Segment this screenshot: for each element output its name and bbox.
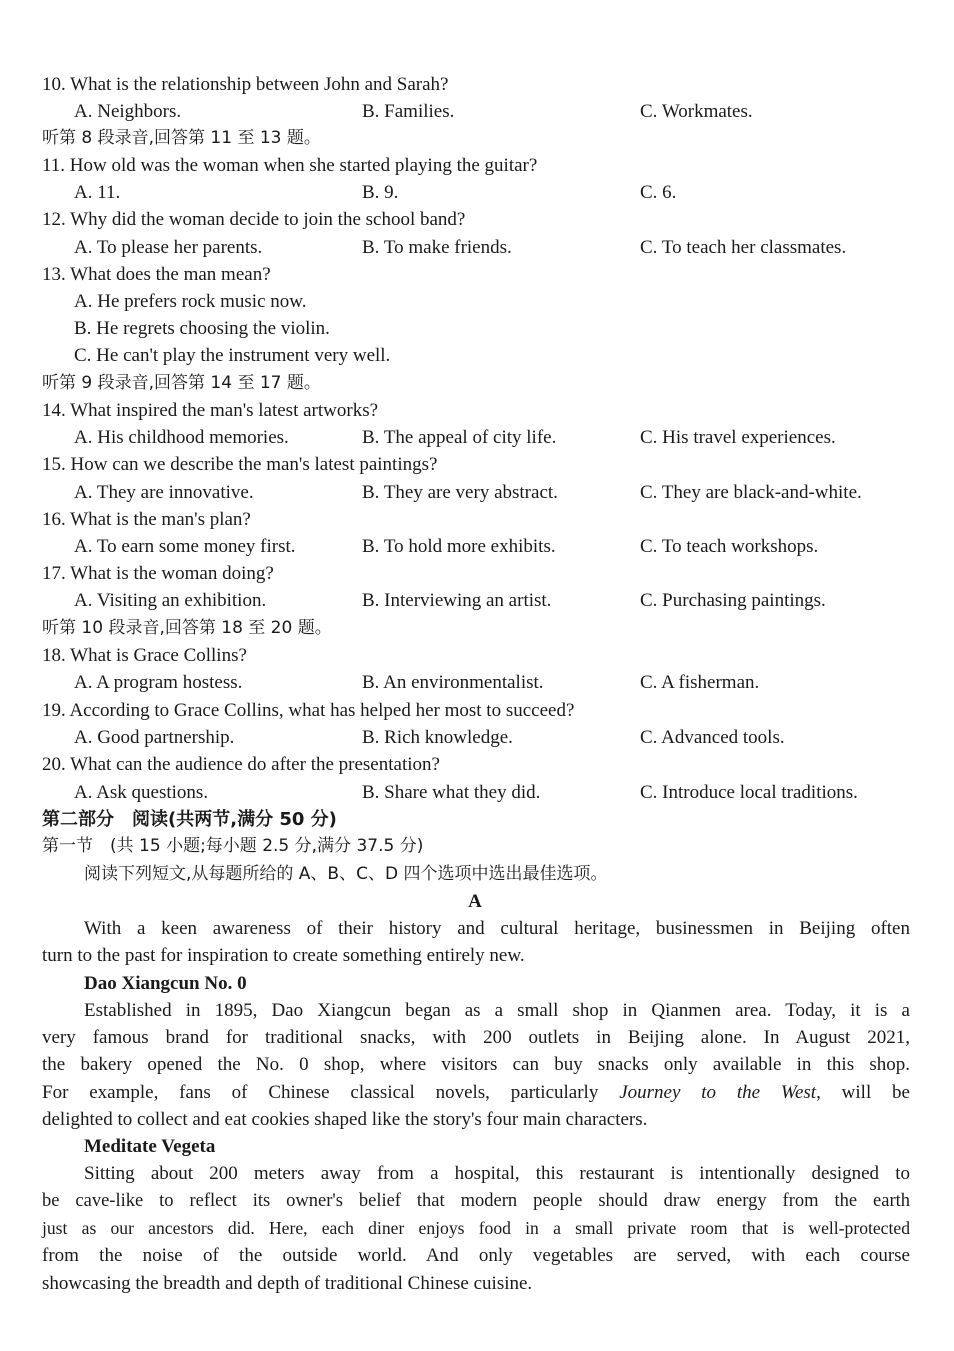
option-a: A. His childhood memories.	[74, 427, 289, 448]
option-a: A. Neighbors.	[74, 101, 182, 122]
question-13-stem: 13. What does the man mean?	[42, 264, 271, 285]
question-17-stem: 17. What is the woman doing?	[42, 563, 274, 584]
book-title: Journey to the West	[619, 1082, 817, 1103]
paragraph-line: Established in 1895, Dao Xiangcun began as a small shop in Qianmen area. Today, it is a	[84, 1000, 910, 1021]
intro-line: turn to the past for inspiration to create something entirely new.	[42, 945, 525, 966]
option-a: A. A program hostess.	[74, 672, 243, 693]
question-20-options	[42, 779, 912, 806]
option-b: B. They are very abstract.	[362, 482, 558, 503]
option-c: C. They are black-and-white.	[640, 482, 862, 503]
part-title: 第二部分 阅读(共两节,满分 50 分)	[42, 809, 337, 830]
option-a: A. Good partnership.	[74, 727, 235, 748]
option-c: C. Advanced tools.	[640, 727, 785, 748]
option-a: A. To please her parents.	[74, 237, 263, 258]
section-instruction: 听第 9 段录音,回答第 14 至 17 题。	[42, 373, 321, 393]
question-11-options	[42, 179, 912, 206]
paragraph-line: very famous brand for traditional snacks, with 200 outlets in Beijing alone. In August 2021,	[42, 1027, 910, 1048]
question-20-stem: 20. What can the audience do after the presentation?	[42, 754, 440, 775]
option-b: B. He regrets choosing the violin.	[74, 318, 330, 339]
question-11-stem: 11. How old was the woman when she started playing the guitar?	[42, 155, 538, 176]
option-c: C. Introduce local traditions.	[640, 782, 858, 803]
option-b: B. To make friends.	[362, 237, 512, 258]
option-a: A. Visiting an exhibition.	[74, 590, 267, 611]
paragraph-line: delighted to collect and eat cookies shaped like the story's four main characters.	[42, 1109, 648, 1130]
reading-instruction: 阅读下列短文,从每题所给的 A、B、C、D 四个选项中选出最佳选项。	[84, 864, 608, 884]
intro-line: With a keen awareness of their history and cultural heritage, businessmen in Beijing often	[84, 918, 910, 939]
option-a: A. They are innovative.	[74, 482, 254, 503]
paragraph-line: Sitting about 200 meters away from a hospital, this restaurant is intentionally designed to	[84, 1163, 910, 1184]
question-14-options	[42, 424, 912, 451]
subheading: Dao Xiangcun No. 0	[84, 973, 247, 994]
option-c: C. He can't play the instrument very well.	[74, 345, 391, 366]
paragraph-line: just as our ancestors did. Here, each diner enjoys food in a small private room that is well-protected	[42, 1218, 910, 1238]
question-15-stem: 15. How can we describe the man's latest paintings?	[42, 454, 438, 475]
question-14-stem: 14. What inspired the man's latest artworks?	[42, 400, 379, 421]
paragraph-line-cut: showcasing the breadth and depth of traditional Chinese cuisine.	[42, 1273, 533, 1294]
option-c: C. His travel experiences.	[640, 427, 836, 448]
option-b: B. The appeal of city life.	[362, 427, 557, 448]
option-c: C. A fisherman.	[640, 672, 760, 693]
option-b: B. Rich knowledge.	[362, 727, 513, 748]
option-b: B. Share what they did.	[362, 782, 541, 803]
question-12-stem: 12. Why did the woman decide to join the school band?	[42, 209, 466, 230]
option-b: B. 9.	[362, 182, 399, 203]
option-a: A. Ask questions.	[74, 782, 209, 803]
question-15-options	[42, 479, 912, 506]
option-c: C. 6.	[640, 182, 677, 203]
option-a: A. To earn some money first.	[74, 536, 296, 557]
question-12-options	[42, 234, 912, 261]
option-b: B. An environmentalist.	[362, 672, 544, 693]
question-16-options	[42, 533, 912, 560]
question-10-options	[42, 98, 912, 125]
paragraph-line: the bakery opened the No. 0 shop, where visitors can buy snacks only available in this shop.	[42, 1054, 910, 1075]
paragraph-line: from the noise of the outside world. And only vegetables are served, with each course	[42, 1245, 910, 1266]
option-c: C. To teach her classmates.	[640, 237, 847, 258]
option-b: B. Interviewing an artist.	[362, 590, 552, 611]
option-c: C. Workmates.	[640, 101, 753, 122]
section-instruction: 听第 10 段录音,回答第 18 至 20 题。	[42, 618, 332, 638]
option-c: C. To teach workshops.	[640, 536, 819, 557]
question-10-stem: 10. What is the relationship between John and Sarah?	[42, 74, 449, 95]
question-17-options	[42, 587, 912, 614]
option-a: A. He prefers rock music now.	[74, 291, 307, 312]
section-title: 第一节 (共 15 小题;每小题 2.5 分,满分 37.5 分)	[42, 836, 424, 856]
question-19-options	[42, 724, 912, 751]
subheading: Meditate Vegeta	[84, 1136, 216, 1157]
option-a: A. 11.	[74, 182, 121, 203]
question-18-stem: 18. What is Grace Collins?	[42, 645, 247, 666]
question-16-stem: 16. What is the man's plan?	[42, 509, 251, 530]
question-19-stem: 19. According to Grace Collins, what has helped her most to succeed?	[42, 700, 575, 721]
paragraph-line: be cave-like to reflect its owner's belief that modern people should draw energy from the earth	[42, 1191, 910, 1211]
option-c: C. Purchasing paintings.	[640, 590, 826, 611]
section-instruction: 听第 8 段录音,回答第 11 至 13 题。	[42, 128, 321, 148]
option-b: B. Families.	[362, 101, 455, 122]
option-b: B. To hold more exhibits.	[362, 536, 556, 557]
passage-letter: A	[468, 891, 482, 912]
paragraph-line: For example, fans of Chinese classical novels, particularly Journey to the West, will be	[42, 1082, 910, 1103]
question-18-options	[42, 669, 912, 696]
